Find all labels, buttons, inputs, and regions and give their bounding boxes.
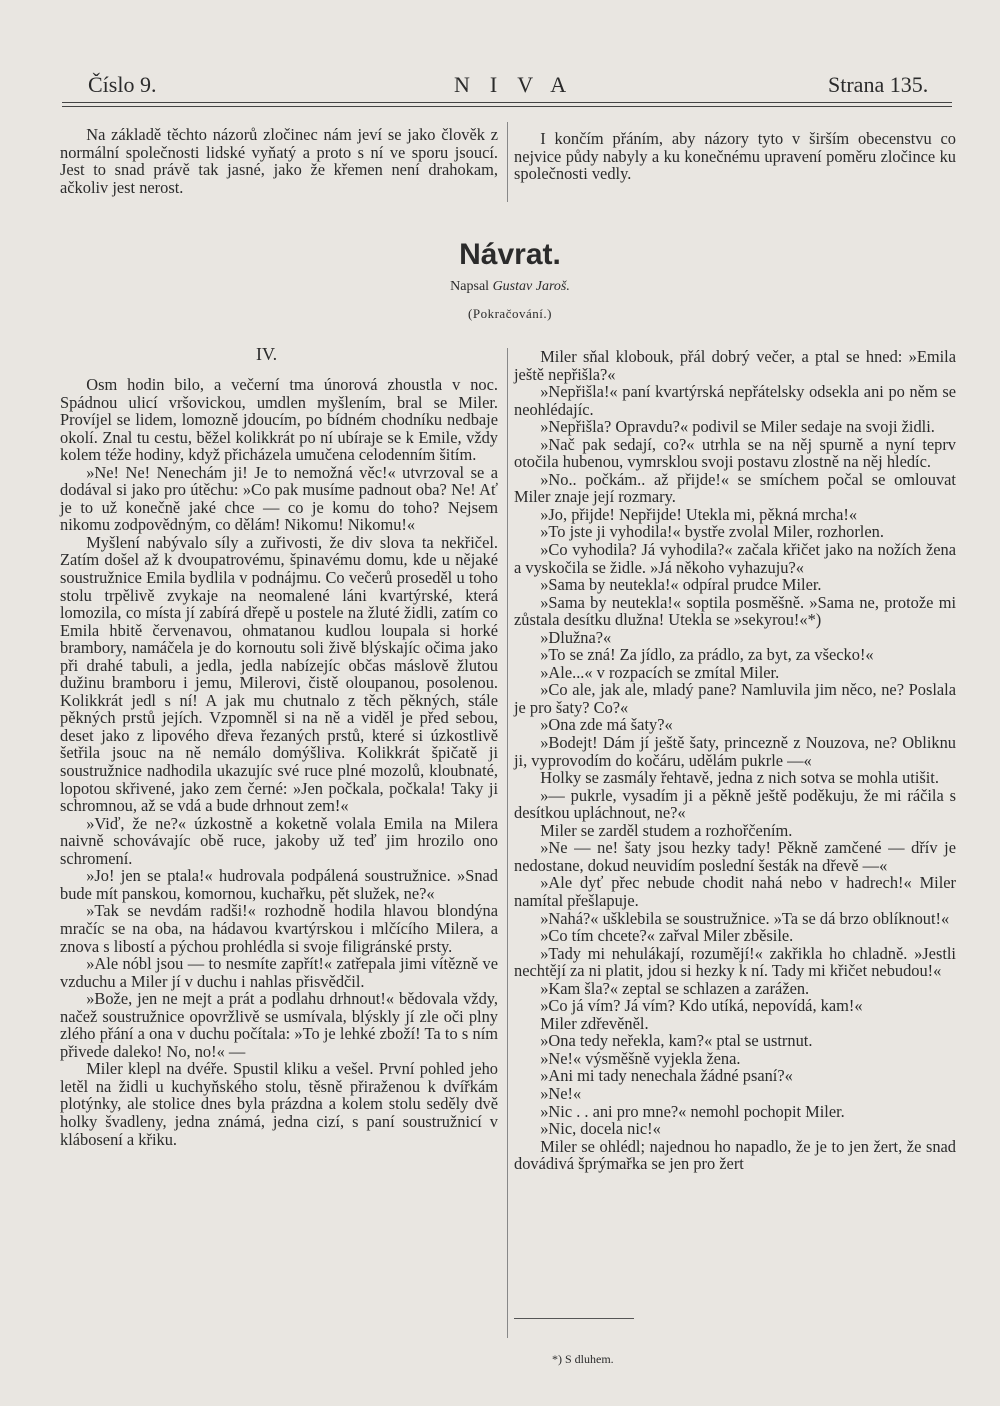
- paragraph: »Sama by neutekla!« soptila posměšně. »Sama ne, protože mi zůstala desítku dlužna! Utekla se »sekyrou!«*): [514, 592, 956, 630]
- paragraph: »Jo, přijde! Nepřijde! Utekla mi, pěkná mrcha!«: [540, 504, 858, 524]
- paragraph: Myšlení nabývalo síly a zuřivosti, že div slova ta nekřičel. Zatím došel až k dvoupatrovému, špinavému domu, kde u nějaké soustružnice Emila bydlila v podnájmu. Co večerů proseděl u toho stolu trpělivě zvykaje na neomalené láni kvartýrské, která lomozila, co místa jí zabírá dřepě u postele na žluté židli, zatím co Emila hbitě červenavou, ohmatanou kudlou loupala si horké brambory, namáčela je do kornoutu soli živě blýskajíc očima jako při drahé tabuli, a jedla, jedla nabízejíc občas máslově žlutou dužinu bramboru i jemu, Milerovi, čistě oloupanou, posolenou. Kolikkrát jedl s ní! A jak mu chutnalo z těch pěkných, stále pěkných prstů jejích. Vzpomněl si na ně a viděl je před sebou, deset jako z lipového dřeva řezaných prstů, které si úzkostlivě šetřila jsouc na ně nemálo domýšliva. Kolikkrát špičatě ji soustružnice nadhodila ukazujíc své ruce plné mozolů, kloubnaté, lopotou skřivené, jako zem černé: »Jen počkala, počkala! Taky ji schromnou, až se vdá a bude drhnout zem!«: [60, 532, 498, 816]
- paragraph: »Nic . . ani pro mne?« nemohl pochopit Miler.: [540, 1101, 845, 1121]
- paragraph: »— pukrle, vysadím ji a pěkně ještě poděkuju, že mi ráčila s desítkou upláchnout, ne?«: [514, 785, 956, 823]
- header-rule-thin: [62, 106, 952, 107]
- magazine-title: NIVA: [454, 72, 587, 97]
- paragraph: Na základě těchto názorů zločinec nám jeví se jako člověk z normální společnosti lidské vyňatý a proto s ní ve sporu jsoucí. Jest to snad právě tak jasné, jako že křemen není drahokam, ačkoliv jest nerost.: [60, 125, 498, 197]
- paragraph: Miler zdřevěněl.: [540, 1013, 649, 1033]
- left-column: [60, 376, 498, 1148]
- paragraph: »Ale dyť přec nebude chodit nahá nebo v hadrech!« Miler namítal přešlapuje.: [514, 873, 956, 910]
- paragraph: »Bodejt! Dám jí ještě šaty, princezně z Nouzova, ne? Obliknu ji, vyprovodím do kočáru, udělám pukrle —«: [514, 733, 956, 770]
- paragraph: »Ale...« v rozpacích se zmítal Miler.: [540, 662, 780, 682]
- paragraph: »Ne! Ne! Nenechám ji! Je to nemožná věc!« utvrzoval se a dodával si jako pro útěchu: »Co pak musíme padnout oba? Ne! Ať je to už konečně jaké chce — co je komu do toho? Nejsem nikomu zodpovědným, co dělám! Nikomu! Nikomu!«: [60, 462, 498, 535]
- paragraph: »Nahá?« ušklebila se soustružnice. »Ta se dá brzo oblíknout!«: [540, 908, 950, 928]
- paragraph: »Co ale, jak ale, mladý pane? Namluvila jim něco, ne? Poslala je pro šaty? Co?«: [514, 680, 956, 717]
- paragraph: »Nepřišla? Opravdu?« podivil se Miler sedaje na svoji židli.: [540, 417, 935, 437]
- header-rule: [62, 102, 952, 103]
- column-divider: [507, 348, 508, 1338]
- chapter-number: IV.: [256, 344, 278, 364]
- paragraph: »Ona tedy neřekla, kam?« ptal se ustrnut.: [540, 1031, 813, 1051]
- footnote-rule: [514, 1318, 634, 1319]
- author-name: Gustav Jaroš.: [492, 279, 570, 294]
- paragraph: Osm hodin bilo, a večerní tma únorová zhoustla v noc. Spádnou ulicí vršovickou, umdlen myšlením, bral se Miler. Províjel se lidem, lomozně jdoucím, po bídném chodníku nedbaje okolí. Znal tu cestu, běžel kolikkrát po ní ubíraje se k Emile, vždy kolem téže hodiny, když přicházela umučena celodenním šitím.: [60, 375, 498, 465]
- previous-article-left: [60, 126, 498, 196]
- paragraph: »To jste ji vyhodila!« bystře zvolal Miler, rozhorlen.: [540, 522, 884, 542]
- continuation-note: (Pokračování.): [468, 306, 552, 321]
- paragraph: Miler sňal klobouk, přál dobrý večer, a ptal se hned: »Emila ještě nepřišla?«: [514, 347, 956, 384]
- article-title: Návrat.: [459, 238, 561, 271]
- paragraph: I končím přáním, aby názory tyto v širším obecenstvu co nejvice půdy nabyly a ku konečnému upravení poměru zločince ku společnosti vedly.: [514, 129, 956, 184]
- footnote: *) S dluhem.: [552, 1352, 614, 1366]
- paragraph: »Bože, jen ne mejt a prát a podlahu drhnout!« bědovala vždy, načež soustružnice opovržlivě se usmívala, blýskly jí zle oči plny zlého přání a ona v duchu počítala: »To je lehké zboží! Ta to s ním přivede daleko! No, no!« —: [60, 989, 498, 1061]
- byline: [0, 279, 1000, 295]
- paragraph: »Dlužna?«: [540, 627, 612, 647]
- paragraph: »Ona zde má šaty?«: [540, 715, 673, 735]
- paragraph: »Nač pak sedají, co?« utrhla se na něj spurně a nyní teprv otočila hubenou, vymrsklou svoji postavu zlostně na něj hledíc.: [514, 434, 956, 472]
- paragraph: »Viď, že ne?« úzkostně a koketně volala Emila na Milera naivně schovávajíc obě ruce, jakoby už teď jim hrozilo ono schromení.: [60, 813, 498, 868]
- paragraph: »No.. počkám.. až přijde!« se smíchem počal se omlouvat Miler znaje její rozmary.: [514, 469, 956, 507]
- page-number: Strana 135.: [828, 72, 929, 97]
- paragraph: »Ani mi tady nenechala žádné psaní?«: [540, 1066, 793, 1086]
- paragraph: »Kam šla?« zeptal se schlazen a zarážen.: [540, 978, 810, 998]
- paragraph: »Jo! jen se ptala!« hudrovala podpálená soustružnice. »Snad bude mít panskou, komornou, kuchařku, pět služek, ne?«: [60, 866, 498, 903]
- paragraph: »Tak se nevdám radši!« rozhodně hodila hlavou blondýna mračíc se na oba, na hádavou kvartýrskou i mlčícího Milera, a znova s libostí a pýchou prohlédla si svoje filigránské prsty.: [60, 901, 498, 956]
- paragraph: »Co tím chcete?« zařval Miler zběsile.: [540, 926, 794, 946]
- paragraph: »Ne — ne! šaty jsou hezky tady! Pěkně zamčené — dřív je nedostane, dokud neuvidím poslední šesták na dřevě —«: [514, 838, 956, 875]
- paragraph: »Co vyhodila? Já vyhodila?« začala křičet jako na nožích žena a vyskočila se židle. »Já někoho vyhazuju?«: [514, 540, 956, 577]
- paragraph: »Nepřišla!« paní kvartýrská nepřátelsky odsekla ani po něm se neohlédajíc.: [514, 382, 956, 419]
- paragraph: »Nic, docela nic!«: [540, 1119, 661, 1139]
- paragraph: »Sama by neutekla!« odpíral prudce Miler.: [540, 575, 822, 595]
- paragraph: Miler se zarděl studem a rozhořčením.: [540, 820, 793, 840]
- issue-number: Číslo 9.: [88, 72, 157, 97]
- paragraph: »Ne!« výsměšně vyjekla žena.: [540, 1048, 741, 1068]
- right-column: [514, 348, 956, 1173]
- paragraph: Holky se zasmály řehtavě, jedna z nich sotva se mohla utišit.: [540, 768, 939, 788]
- paragraph: »Ale nóbl jsou — to nesmíte zapřít!« zatřepala jimi vítězně ve vzduchu a Miler jí v duchu i nahlas přisvědčil.: [60, 954, 498, 991]
- paragraph: Miler klepl na dvéře. Spustil kliku a vešel. První pohled jeho letěl na židli u kuchyňského stolu, těsně přiraženou k dvířkám plotýnky, ale stolice dnes byla prázdna a kolem stolu seděly dvě holky švadleny, jedna známá, jedna cizí, s paní soustružnicí v klábosení a křiku.: [60, 1059, 498, 1149]
- paragraph: Miler se ohlédl; najednou ho napadlo, že je to jen žert, že snad dovádivá šprýmařka se jen pro žert: [514, 1136, 956, 1174]
- byline-prefix: Napsal: [450, 279, 490, 294]
- column-divider-top: [507, 122, 508, 202]
- paragraph: »To se zná! Za jídlo, za prádlo, za byt, za všecko!«: [540, 645, 874, 665]
- paragraph: »Co já vím? Já vím? Kdo utíká, nepovídá, kam!«: [540, 996, 863, 1016]
- previous-article-right: [514, 130, 956, 183]
- paragraph: »Ne!«: [540, 1083, 582, 1103]
- paragraph: »Tady mi nehulákají, rozumějí!« zakřikla ho chladně. »Jestli nechtějí za ni platit, jdou si hezky k ní. Tady mi křičet nebudou!«: [514, 943, 956, 981]
